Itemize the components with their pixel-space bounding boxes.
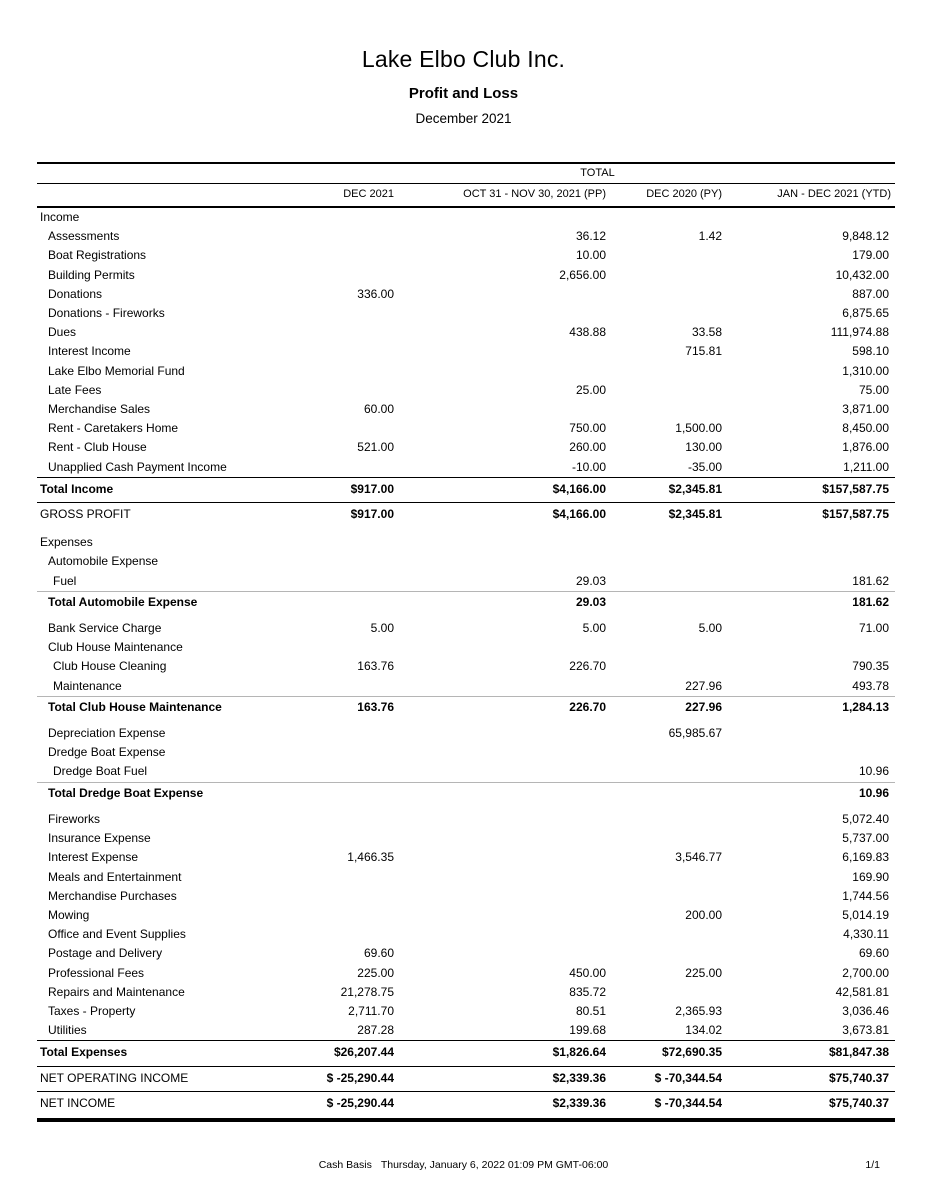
row-value: 887.00 <box>852 286 889 301</box>
row-value <box>394 638 606 657</box>
table-row <box>37 983 895 1002</box>
row-label: Dues <box>48 325 77 340</box>
row-value <box>300 362 394 381</box>
row-value: 227.96 <box>685 678 722 693</box>
row-value: 75.00 <box>858 382 889 397</box>
row-value <box>606 304 722 323</box>
row-value: 1,211.00 <box>843 459 889 474</box>
row-value: 60.00 <box>363 402 394 417</box>
row-value <box>606 657 722 676</box>
row-label: Building Permits <box>48 267 135 282</box>
row-value: 3,546.77 <box>675 850 722 865</box>
row-label: Bank Service Charge <box>48 621 162 636</box>
row-label: Rent - Club House <box>48 440 147 455</box>
row-value: 3,673.81 <box>842 1023 889 1038</box>
row-value: 130.00 <box>685 440 722 455</box>
row-value <box>606 829 722 848</box>
row-value <box>606 400 722 419</box>
row-value <box>394 743 606 762</box>
row-value <box>606 782 722 804</box>
row-value <box>300 887 394 906</box>
row-value <box>394 285 606 304</box>
column-header-dec-2021: DEC 2021 <box>300 184 394 208</box>
row-value <box>606 381 722 400</box>
row-value <box>606 944 722 963</box>
row-value <box>394 782 606 804</box>
table-row <box>37 362 895 381</box>
row-value <box>394 400 606 419</box>
row-value <box>300 419 394 438</box>
table-row <box>37 572 895 592</box>
row-value: $917.00 <box>300 503 394 528</box>
row-value: 65,985.67 <box>668 726 722 741</box>
row-value <box>300 762 394 782</box>
table-row <box>37 400 895 419</box>
row-value: $75,740.37 <box>722 1091 895 1120</box>
row-value <box>722 527 895 552</box>
row-value: 179.00 <box>852 248 889 263</box>
row-label: Boat Registrations <box>48 248 147 263</box>
row-value <box>300 572 394 592</box>
row-value: 225.00 <box>685 965 722 980</box>
row-value: 715.81 <box>685 344 722 359</box>
row-label: Rent - Caretakers Home <box>48 421 179 436</box>
row-value: 199.68 <box>569 1023 606 1038</box>
row-value: 8,450.00 <box>842 421 889 436</box>
row-value: 227.96 <box>606 696 722 718</box>
row-value: 750.00 <box>569 421 606 436</box>
row-value <box>300 782 394 804</box>
row-value: 33.58 <box>691 325 722 340</box>
row-value: 1,500.00 <box>675 421 722 436</box>
table-row <box>37 503 895 528</box>
row-value: $2,345.81 <box>606 503 722 528</box>
table-row <box>37 527 895 552</box>
row-value: 134.02 <box>685 1023 722 1038</box>
row-value: 6,169.83 <box>842 850 889 865</box>
row-label: Office and Event Supplies <box>48 927 186 942</box>
footer-center <box>0 1159 927 1172</box>
row-value <box>300 207 394 227</box>
table-row <box>37 906 895 925</box>
row-value: $81,847.38 <box>722 1041 895 1066</box>
row-value <box>300 804 394 829</box>
table-row <box>37 266 895 285</box>
row-value <box>300 829 394 848</box>
row-label: Interest Income <box>48 344 131 359</box>
row-value: $ -25,290.44 <box>300 1091 394 1120</box>
table-row <box>37 677 895 697</box>
row-value <box>606 762 722 782</box>
row-value: $4,166.00 <box>394 477 606 502</box>
accounting-basis: Cash Basis <box>318 1159 372 1171</box>
table-row <box>37 718 895 743</box>
row-value <box>606 925 722 944</box>
table-row <box>37 304 895 323</box>
row-value: 2,700.00 <box>842 965 889 980</box>
row-value: 1,466.35 <box>347 850 394 865</box>
row-value <box>394 925 606 944</box>
row-label: Depreciation Expense <box>48 726 166 741</box>
row-value: -10.00 <box>571 459 606 474</box>
row-value <box>300 677 394 697</box>
table-row <box>37 438 895 457</box>
row-value: 2,711.70 <box>348 1003 394 1018</box>
table-row <box>37 1021 895 1041</box>
row-value: 5.00 <box>698 621 722 636</box>
row-value <box>300 304 394 323</box>
row-value <box>394 887 606 906</box>
row-label: Unapplied Cash Payment Income <box>48 459 227 474</box>
row-label: Meals and Entertainment <box>48 869 182 884</box>
table-row <box>37 246 895 265</box>
report-header <box>0 46 927 127</box>
column-header-prior-year: DEC 2020 (PY) <box>606 184 722 208</box>
row-value <box>394 718 606 743</box>
row-value: 225.00 <box>357 965 394 980</box>
row-value: $917.00 <box>300 477 394 502</box>
table-row <box>37 419 895 438</box>
table-row <box>37 1041 895 1066</box>
row-value: $157,587.75 <box>722 503 895 528</box>
row-label: Expenses <box>40 535 93 550</box>
row-value: 287.28 <box>357 1023 394 1038</box>
row-label: Total Income <box>37 477 300 502</box>
row-value: 36.12 <box>575 229 606 244</box>
row-value <box>722 207 895 227</box>
row-value: $157,587.75 <box>722 477 895 502</box>
row-label: Late Fees <box>48 382 102 397</box>
row-value: 1,284.13 <box>722 696 895 718</box>
row-label: Assessments <box>48 229 120 244</box>
table-row <box>37 1002 895 1021</box>
row-value <box>300 868 394 887</box>
row-value: -35.00 <box>687 459 722 474</box>
row-value: 69.60 <box>858 946 889 961</box>
row-label: NET OPERATING INCOME <box>37 1066 300 1091</box>
row-value: 5,737.00 <box>842 831 889 846</box>
table-row <box>37 1066 895 1091</box>
row-value: 5,072.40 <box>842 811 889 826</box>
row-value: 438.88 <box>569 325 606 340</box>
company-name: Lake Elbo Club Inc. <box>361 46 566 72</box>
row-value: 181.62 <box>852 573 889 588</box>
row-value: 790.35 <box>852 659 889 674</box>
row-value: 493.78 <box>852 678 889 693</box>
row-label: Income <box>40 210 80 224</box>
row-label: Maintenance <box>53 678 122 693</box>
row-value: $2,339.36 <box>394 1091 606 1120</box>
total-header-row <box>37 163 895 184</box>
row-value <box>606 983 722 1002</box>
row-label: Interest Expense <box>48 850 139 865</box>
table-row <box>37 477 895 502</box>
row-value: 226.70 <box>569 659 606 674</box>
row-value <box>606 804 722 829</box>
row-label: NET INCOME <box>37 1091 300 1120</box>
row-value: $2,345.81 <box>606 477 722 502</box>
row-label: Fuel <box>53 573 77 588</box>
row-value: 169.90 <box>852 869 889 884</box>
row-value: 163.76 <box>300 696 394 718</box>
row-value <box>394 906 606 925</box>
table-row <box>37 342 895 361</box>
table-row <box>37 657 895 676</box>
row-value <box>394 804 606 829</box>
row-value: $ -70,344.54 <box>606 1091 722 1120</box>
report-period: December 2021 <box>415 111 512 126</box>
table-row <box>37 868 895 887</box>
row-label: Automobile Expense <box>48 554 159 569</box>
row-value: 42,581.81 <box>835 984 889 999</box>
row-value <box>300 246 394 265</box>
row-label: Fireworks <box>48 811 101 826</box>
row-value: $2,339.36 <box>394 1066 606 1091</box>
row-value <box>300 638 394 657</box>
table-row <box>37 613 895 638</box>
row-value: 450.00 <box>569 965 606 980</box>
row-value <box>394 342 606 361</box>
row-value: 5.00 <box>370 621 394 636</box>
column-header-empty <box>37 184 300 208</box>
row-value <box>606 572 722 592</box>
table-row <box>37 804 895 829</box>
column-header-ytd: JAN - DEC 2021 (YTD) <box>722 184 895 208</box>
row-value <box>300 925 394 944</box>
row-value <box>394 762 606 782</box>
table-row <box>37 458 895 478</box>
table-row <box>37 964 895 983</box>
row-value: 10.96 <box>722 782 895 804</box>
table-row <box>37 829 895 848</box>
row-value: 29.03 <box>575 573 606 588</box>
row-value: 5,014.19 <box>842 907 889 922</box>
row-value <box>394 868 606 887</box>
row-value <box>606 552 722 571</box>
row-value <box>300 458 394 478</box>
row-value <box>394 829 606 848</box>
row-value: 521.00 <box>357 440 394 455</box>
row-value: 5.00 <box>582 621 606 636</box>
row-value: $72,690.35 <box>606 1041 722 1066</box>
table-row <box>37 552 895 571</box>
row-label: Merchandise Sales <box>48 402 151 417</box>
table-row <box>37 944 895 963</box>
table-row <box>37 782 895 804</box>
row-label: Total Dredge Boat Expense <box>37 782 300 804</box>
row-value <box>300 381 394 400</box>
row-label: Repairs and Maintenance <box>48 984 185 999</box>
row-value <box>606 743 722 762</box>
row-value <box>606 868 722 887</box>
table-row <box>37 591 895 613</box>
table-row <box>37 887 895 906</box>
table-head <box>37 163 895 207</box>
row-value <box>394 848 606 867</box>
row-value: 200.00 <box>685 907 722 922</box>
row-value: $ -25,290.44 <box>300 1066 394 1091</box>
row-value: 181.62 <box>722 591 895 613</box>
row-label: Total Expenses <box>37 1041 300 1066</box>
row-value: 25.00 <box>575 382 606 397</box>
table-row <box>37 207 895 227</box>
row-value <box>300 227 394 246</box>
row-label: Mowing <box>48 907 90 922</box>
row-value: 163.76 <box>357 659 394 674</box>
row-label: GROSS PROFIT <box>37 503 300 528</box>
row-value <box>300 718 394 743</box>
row-value <box>722 552 895 571</box>
profit-and-loss-table <box>37 162 895 1122</box>
row-value <box>722 743 895 762</box>
row-value <box>300 266 394 285</box>
row-value <box>606 638 722 657</box>
row-value <box>722 638 895 657</box>
row-value: 1,876.00 <box>842 440 889 455</box>
report-timestamp: Thursday, January 6, 2022 01:09 PM GMT-06:00 <box>380 1159 609 1171</box>
row-value: 10.96 <box>858 764 889 779</box>
row-value <box>606 362 722 381</box>
row-value: 835.72 <box>569 984 606 999</box>
row-value: 71.00 <box>858 621 889 636</box>
row-value <box>606 266 722 285</box>
row-value: 10.00 <box>575 248 606 263</box>
row-value: $ -70,344.54 <box>606 1066 722 1091</box>
row-label: Donations - Fireworks <box>48 306 165 321</box>
row-label: Dredge Boat Fuel <box>53 764 148 779</box>
row-value: $75,740.37 <box>722 1066 895 1091</box>
row-value: 4,330.11 <box>843 927 889 942</box>
row-value <box>394 552 606 571</box>
report-table-body <box>37 207 895 1120</box>
row-value <box>722 718 895 743</box>
row-value: 3,871.00 <box>842 402 889 417</box>
row-value: 2,656.00 <box>559 267 606 282</box>
row-label: Total Club House Maintenance <box>37 696 300 718</box>
table-row <box>37 638 895 657</box>
row-value: 29.03 <box>394 591 606 613</box>
row-value: 111,974.88 <box>830 325 889 340</box>
table-row <box>37 848 895 867</box>
row-value: 80.51 <box>575 1003 606 1018</box>
row-value <box>300 323 394 342</box>
table-row <box>37 762 895 782</box>
table-row <box>37 227 895 246</box>
row-value: 69.60 <box>363 946 394 961</box>
row-value: 1,310.00 <box>842 363 889 378</box>
row-value <box>394 207 606 227</box>
row-value: 9,848.12 <box>842 229 889 244</box>
row-label: Professional Fees <box>48 965 145 980</box>
row-value <box>606 887 722 906</box>
row-label: Club House Cleaning <box>53 659 167 674</box>
column-header-row <box>37 184 895 208</box>
table-row <box>37 323 895 342</box>
total-header-label: TOTAL <box>300 163 895 184</box>
row-value <box>606 285 722 304</box>
row-label: Utilities <box>48 1023 87 1038</box>
report-footer <box>0 1159 927 1172</box>
row-value: 3,036.46 <box>842 1003 889 1018</box>
row-label: Insurance Expense <box>48 831 151 846</box>
total-header-spacer <box>37 163 300 184</box>
row-value: 2,365.93 <box>675 1003 722 1018</box>
row-label: Lake Elbo Memorial Fund <box>48 363 185 378</box>
row-value <box>300 552 394 571</box>
table-row <box>37 696 895 718</box>
row-value: 10,432.00 <box>835 267 889 282</box>
row-value: 1.42 <box>698 229 722 244</box>
row-value <box>394 944 606 963</box>
row-value: 336.00 <box>357 286 394 301</box>
row-value <box>394 677 606 697</box>
row-value: $1,826.64 <box>394 1041 606 1066</box>
row-value <box>606 207 722 227</box>
row-value: 6,875.65 <box>842 306 889 321</box>
row-label: Total Automobile Expense <box>37 591 300 613</box>
row-value <box>606 246 722 265</box>
row-value: 1,744.56 <box>842 888 889 903</box>
row-value <box>300 342 394 361</box>
row-label: Taxes - Property <box>48 1003 136 1018</box>
row-value <box>300 906 394 925</box>
row-value <box>394 304 606 323</box>
row-label: Club House Maintenance <box>48 640 183 655</box>
row-value: $26,207.44 <box>300 1041 394 1066</box>
row-value: 598.10 <box>852 344 889 359</box>
table-row <box>37 925 895 944</box>
row-value <box>300 527 394 552</box>
row-label: Dredge Boat Expense <box>48 745 166 760</box>
row-value <box>606 527 722 552</box>
table-row <box>37 381 895 400</box>
row-value <box>300 743 394 762</box>
row-value: 260.00 <box>569 440 606 455</box>
row-label: Merchandise Purchases <box>48 888 177 903</box>
row-label: Donations <box>48 286 103 301</box>
row-label: Postage and Delivery <box>48 946 163 961</box>
column-header-prior-period: OCT 31 - NOV 30, 2021 (PP) <box>394 184 606 208</box>
row-value <box>394 527 606 552</box>
row-value: 226.70 <box>394 696 606 718</box>
report-type: Profit and Loss <box>408 85 519 102</box>
row-value: $4,166.00 <box>394 503 606 528</box>
row-value <box>394 362 606 381</box>
row-value: 21,278.75 <box>340 984 394 999</box>
table-row <box>37 285 895 304</box>
row-value <box>606 591 722 613</box>
row-value <box>300 591 394 613</box>
table-row <box>37 743 895 762</box>
table-row <box>37 1091 895 1120</box>
page-number: 1/1 <box>865 1159 880 1171</box>
